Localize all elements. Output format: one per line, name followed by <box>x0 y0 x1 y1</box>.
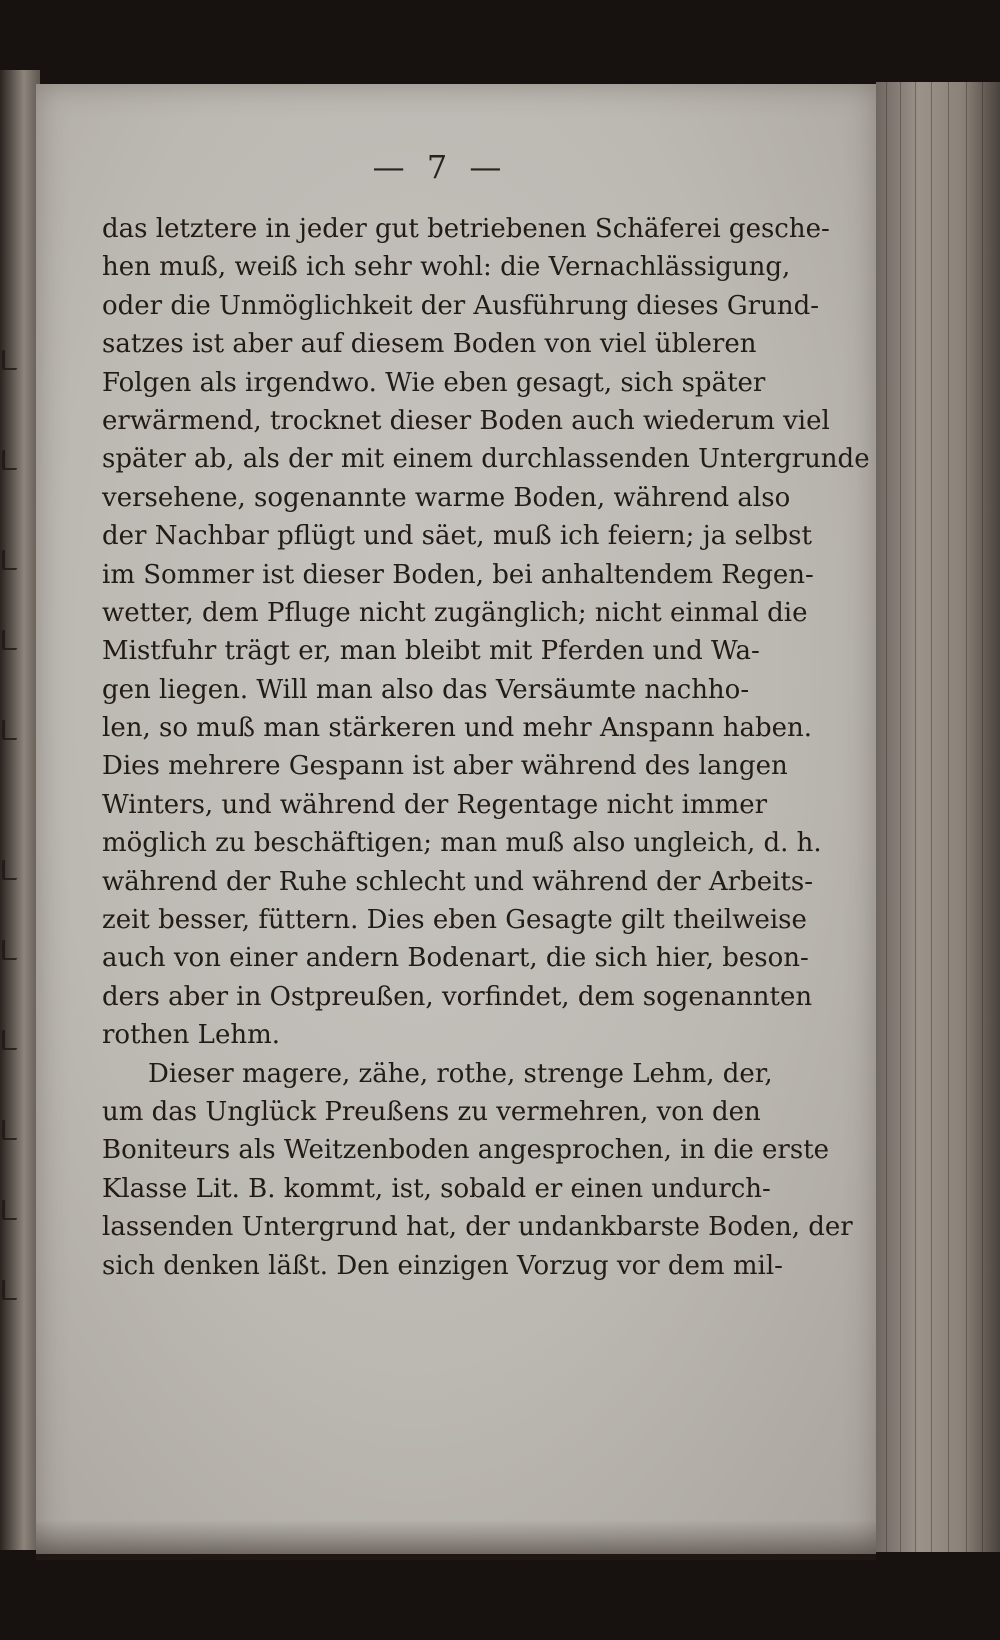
text-line: ders aber in Ostpreußen, vorfindet, dem sogenannten <box>102 981 813 1012</box>
text-line: hen muß, weiß ich sehr wohl: die Vernachlässigung, <box>102 252 791 283</box>
page-edge-fragment <box>2 450 17 470</box>
text-line: möglich zu beschäftigen; man muß also ungleich, d. h. <box>102 828 822 859</box>
text-line: versehene, sogenannte warme Boden, während also <box>102 482 791 513</box>
text-line: zeit besser, füttern. Dies eben Gesagte gilt theilweise <box>102 905 807 936</box>
page-edge-fragment <box>2 1120 17 1140</box>
text-line: erwärmend, trocknet dieser Boden auch wiederum viel <box>102 405 830 436</box>
page-edge-fragment <box>2 860 17 880</box>
text-line: rothen Lehm. <box>102 1020 280 1051</box>
page-edge-fragment <box>2 1030 17 1050</box>
text-line: auch von einer andern Bodenart, die sich hier, beson- <box>102 943 809 974</box>
text-line: sich denken läßt. Den einzigen Vorzug vor dem mil- <box>102 1250 783 1281</box>
text-line: Klasse Lit. B. kommt, ist, sobald er einen undurch- <box>102 1173 771 1204</box>
page-body-text <box>102 210 870 1285</box>
text-line: len, so muß man stärkeren und mehr Anspann haben. <box>102 713 813 744</box>
page-edge-fragment <box>2 630 17 650</box>
page-edge-fragment <box>2 720 17 740</box>
book-fore-edge <box>876 82 1000 1552</box>
text-line: Folgen als irgendwo. Wie eben gesagt, sich später <box>102 367 766 398</box>
text-line: Boniteurs als Weitzenboden angesprochen, in die erste <box>102 1135 830 1166</box>
text-line: wetter, dem Pfluge nicht zugänglich; nicht einmal die <box>102 597 808 628</box>
text-line: lassenden Untergrund hat, der undankbarste Boden, der <box>102 1212 853 1243</box>
text-line: später ab, als der mit einem durchlassenden Untergrunde <box>102 444 870 475</box>
page-number: — 7 — <box>372 148 508 186</box>
text-line: während der Ruhe schlecht und während der Arbeits- <box>102 866 814 897</box>
text-line: im Sommer ist dieser Boden, bei anhaltendem Regen- <box>102 559 814 590</box>
text-line: oder die Unmöglichkeit der Ausführung dieses Grund- <box>102 290 820 321</box>
text-line: Mistfuhr trägt er, man bleibt mit Pferden und Wa- <box>102 636 760 667</box>
text-line: gen liegen. Will man also das Versäumte nachho- <box>102 674 750 705</box>
previous-page-edge <box>0 70 40 1550</box>
text-line: Winters, und während der Regentage nicht immer <box>102 789 768 820</box>
page-edge-fragment <box>2 350 17 370</box>
page-edge-fragment <box>2 1280 17 1300</box>
text-line: um das Unglück Preußens zu vermehren, von den <box>102 1096 761 1127</box>
page-edge-fragment <box>2 1200 17 1220</box>
page-edge-fragment <box>2 550 17 570</box>
page-edge-fragment <box>2 940 17 960</box>
text-line: Dieser magere, zähe, rothe, strenge Lehm, der, <box>148 1058 773 1089</box>
text-line: Dies mehrere Gespann ist aber während des langen <box>102 751 788 782</box>
text-line: der Nachbar pflügt und säet, muß ich feiern; ja selbst <box>102 521 812 552</box>
text-line: das letztere in jeder gut betriebenen Schäferei gesche- <box>102 214 830 244</box>
page-bottom-shadow <box>36 1520 876 1560</box>
text-line: satzes ist aber auf diesem Boden von viel übleren <box>102 329 757 360</box>
